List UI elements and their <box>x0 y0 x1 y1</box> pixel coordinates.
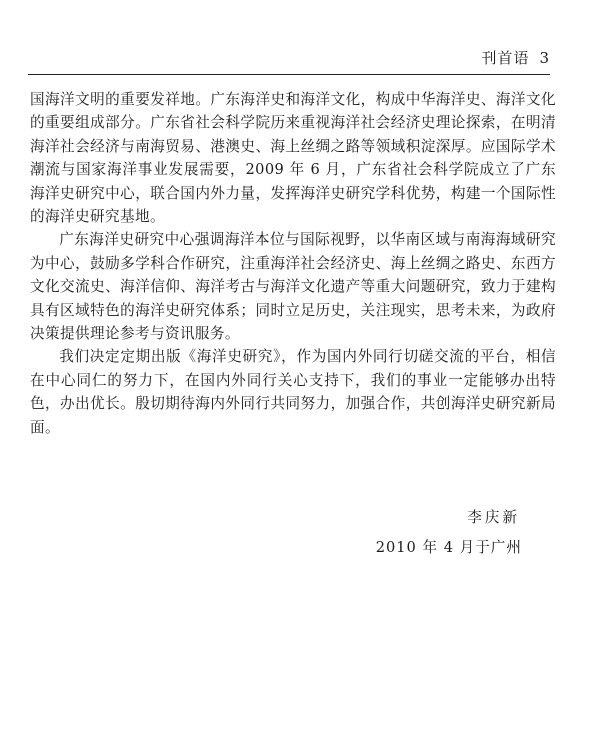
header-rule <box>28 74 550 75</box>
paragraph-continuation: 国海洋文明的重要发祥地。广东海洋史和海洋文化，构成中华海洋史、海洋文化的重要组成部分。广东省社会科学院历来重视海洋社会经济史理论探索，在明清海洋社会经济与南海贸易、港澳史、海上丝绸之路等领域积淀深厚。应国际学术潮流与国家海洋事业发展需要，2009 年 6 月，广东省社会科学院成立了广东海洋史研究中心，联合国内外力量，发挥海洋史研究学科优势，构建一个国际性的海洋史研究基地。 <box>30 91 556 226</box>
paragraph-publication: 我们决定定期出版《海洋史研究》，作为国内外同行切磋交流的平台，相信在中心同仁的努力下，在国内外同行关心支持下，我们的事业一定能够办出特色，办出优长。殷切期待海内外同行共同努力，加强合作，共创海洋史研究新局面。 <box>30 348 556 436</box>
running-header <box>30 46 550 70</box>
section-title: 刊首语 <box>481 49 530 67</box>
page-number: 3 <box>539 49 550 67</box>
author-name: 李庆新 <box>467 509 520 526</box>
body-text <box>30 88 556 439</box>
signature-block <box>30 505 522 561</box>
date-place: 2010 年 4 月于广州 <box>375 539 522 556</box>
paragraph-research-center: 广东海洋史研究中心强调海洋本位与国际视野，以华南区域与南海海域研究为中心，鼓励多学科合作研究，注重海洋社会经济史、海上丝绸之路史、东西方文化交流史、海洋信仰、海洋考古与海洋文化遗产等重大问题研究，致力于建构具有区域特色的海洋史研究体系；同时立足历史，关注现实，思考未来，为政府决策提供理论参考与资讯服务。 <box>30 231 556 343</box>
